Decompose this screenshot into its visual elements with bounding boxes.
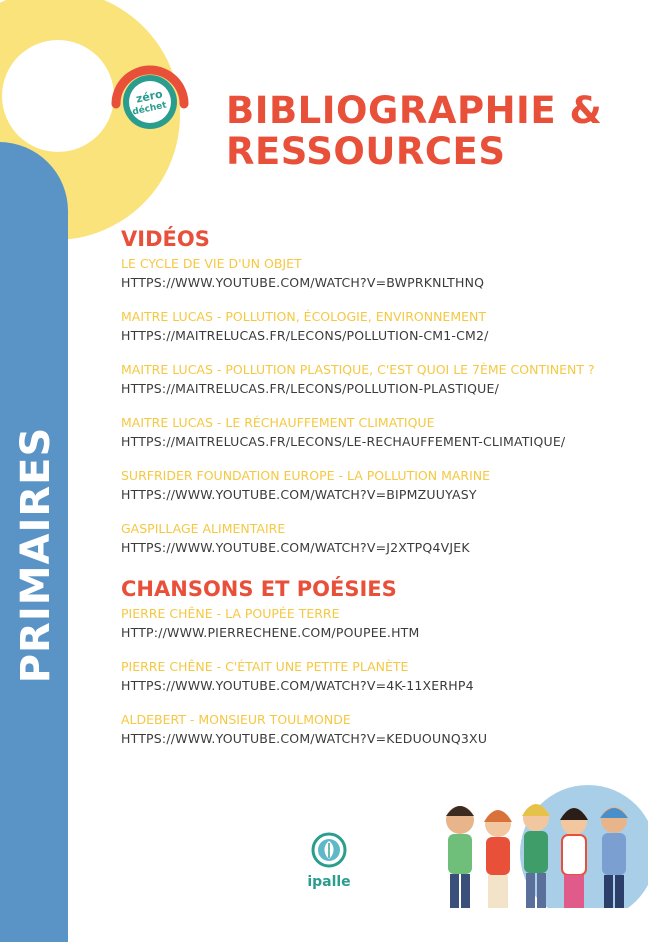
resource-link[interactable]: HTTP://WWW.PIERRECHENE.COM/POUPEE.HTM <box>121 625 420 640</box>
list-item <box>121 712 631 747</box>
badge-line1: zéro <box>134 87 164 106</box>
resource-link[interactable]: HTTPS://WWW.YOUTUBE.COM/WATCH?V=J2XTPQ4VJEK <box>121 540 470 555</box>
footer-brand: ipalle <box>307 874 351 890</box>
list-item <box>121 521 631 556</box>
list-item <box>121 468 631 503</box>
resource-title: SURFRIDER FOUNDATION EUROPE - LA POLLUTION MARINE <box>121 468 491 483</box>
resource-link[interactable]: HTTPS://MAITRELUCAS.FR/LECONS/POLLUTION-CM1-CM2/ <box>121 328 489 343</box>
section-heading-songs: CHANSONS ET POÉSIES <box>121 577 397 601</box>
resource-title: MAITRE LUCAS - POLLUTION, ÉCOLOGIE, ENVIRONNEMENT <box>121 309 486 324</box>
resource-title: ALDEBERT - MONSIEUR TOULMONDE <box>121 712 351 727</box>
resource-link[interactable]: HTTPS://WWW.YOUTUBE.COM/WATCH?V=BWPRKNLTHNQ <box>121 275 485 290</box>
resource-link[interactable]: HTTPS://MAITRELUCAS.FR/LECONS/LE-RECHAUFFEMENT-CLIMATIQUE/ <box>121 434 566 449</box>
ipalle-leaf-logo-icon <box>311 832 347 868</box>
zero-dechet-badge-icon <box>108 56 192 140</box>
resource-link[interactable]: HTTPS://MAITRELUCAS.FR/LECONS/POLLUTION-PLASTIQUE/ <box>121 381 500 396</box>
resource-title: GASPILLAGE ALIMENTAIRE <box>121 521 286 536</box>
resource-title: LE CYCLE DE VIE D'UN OBJET <box>121 256 302 271</box>
list-item <box>121 606 631 641</box>
title-line1: BIBLIOGRAPHIE & <box>226 89 603 132</box>
white-circle-decoration <box>2 40 114 152</box>
resource-title: MAITRE LUCAS - POLLUTION PLASTIQUE, C'EST QUOI LE 7ÈME CONTINENT ? <box>121 362 595 377</box>
title-line2: RESSOURCES <box>226 130 506 173</box>
badge-line2: déchet <box>131 100 168 118</box>
resource-list <box>121 226 631 765</box>
resource-title: MAITRE LUCAS - LE RÉCHAUFFEMENT CLIMATIQUE <box>121 415 435 430</box>
list-item <box>121 362 631 397</box>
section-heading-videos: VIDÉOS <box>121 227 210 251</box>
list-item <box>121 415 631 450</box>
list-item <box>121 309 631 344</box>
resource-link[interactable]: HTTPS://WWW.YOUTUBE.COM/WATCH?V=BIPMZUUYASY <box>121 487 477 502</box>
resource-title: PIERRE CHÊNE - LA POUPÉE TERRE <box>121 606 340 621</box>
children-illustration-icon <box>438 778 648 908</box>
footer-logo <box>306 832 352 890</box>
list-item <box>121 659 631 694</box>
resource-link[interactable]: HTTPS://WWW.YOUTUBE.COM/WATCH?V=4K-11XERHP4 <box>121 678 474 693</box>
resource-link[interactable]: HTTPS://WWW.YOUTUBE.COM/WATCH?V=KEDUOUNQ3XU <box>121 731 488 746</box>
resource-title: PIERRE CHÊNE - C'ÉTAIT UNE PETITE PLANÈTE <box>121 659 409 674</box>
side-label: PRIMAIRES <box>13 426 59 684</box>
list-item <box>121 256 631 291</box>
page-title <box>226 90 602 172</box>
